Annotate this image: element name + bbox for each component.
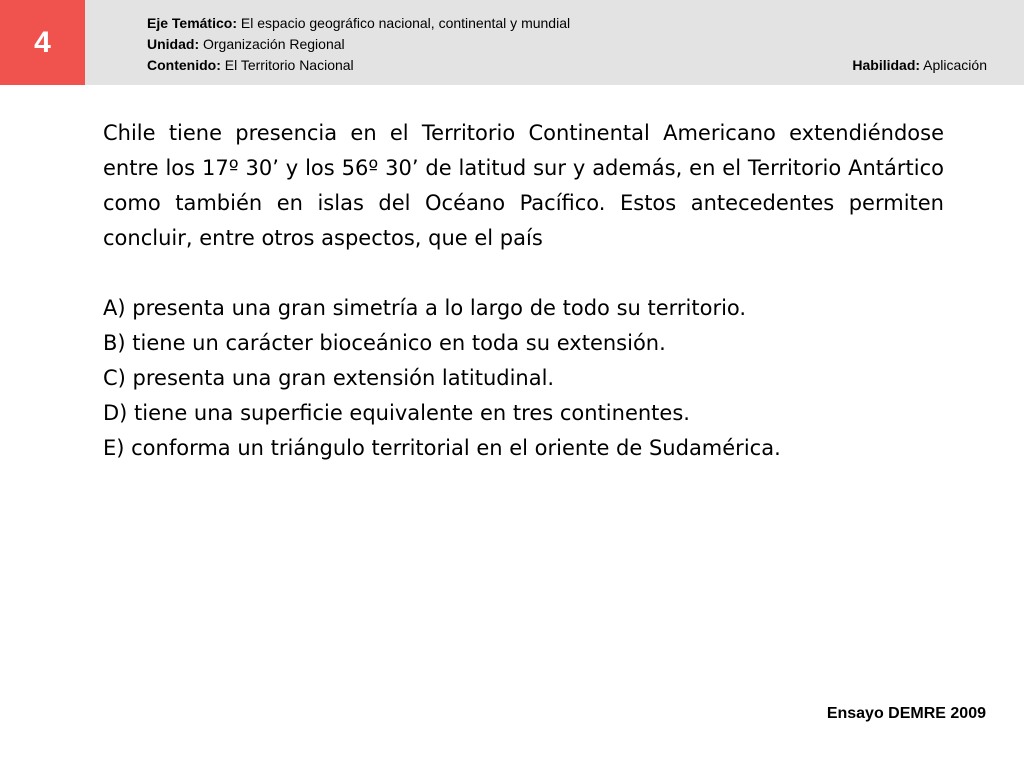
option-c: C) presenta una gran extensión latitudinal. xyxy=(103,366,555,390)
unidad-value: Organización Regional xyxy=(203,36,345,52)
eje-label: Eje Temático: xyxy=(147,15,237,31)
answer-options xyxy=(103,291,944,466)
question-stem: Chile tiene presencia en el Territorio Continental Americano extendiéndose entre los 17º 30’ y los 56º 30’ de latitud sur y además, en el Territorio Antártico como también en islas del Océano Pacífico. Estos antecedentes permiten concluir, entre otros aspectos, que el país xyxy=(103,121,944,250)
unidad-row xyxy=(147,34,987,55)
habilidad-label: Habilidad: xyxy=(852,57,921,73)
slide-number: 4 xyxy=(0,0,85,85)
header-bar xyxy=(0,0,1024,85)
contenido-value: El Territorio Nacional xyxy=(224,57,354,73)
contenido-label: Contenido: xyxy=(147,57,221,73)
habilidad-value: Aplicación xyxy=(923,57,987,73)
option-e: E) conforma un triángulo territorial en el oriente de Sudamérica. xyxy=(103,436,781,460)
footer-source: Ensayo DEMRE 2009 xyxy=(826,705,986,722)
option-d: D) tiene una superficie equivalente en tres continentes. xyxy=(103,401,690,425)
eje-row xyxy=(147,13,987,34)
option-a: A) presenta una gran simetría a lo largo de todo su territorio. xyxy=(103,296,747,320)
question-body xyxy=(103,116,944,466)
contenido-row xyxy=(147,55,987,76)
eje-value: El espacio geográfico nacional, continental y mundial xyxy=(240,15,571,31)
unidad-label: Unidad: xyxy=(147,36,200,52)
option-b: B) tiene un carácter bioceánico en toda su extensión. xyxy=(103,331,666,355)
header-meta xyxy=(147,13,987,76)
